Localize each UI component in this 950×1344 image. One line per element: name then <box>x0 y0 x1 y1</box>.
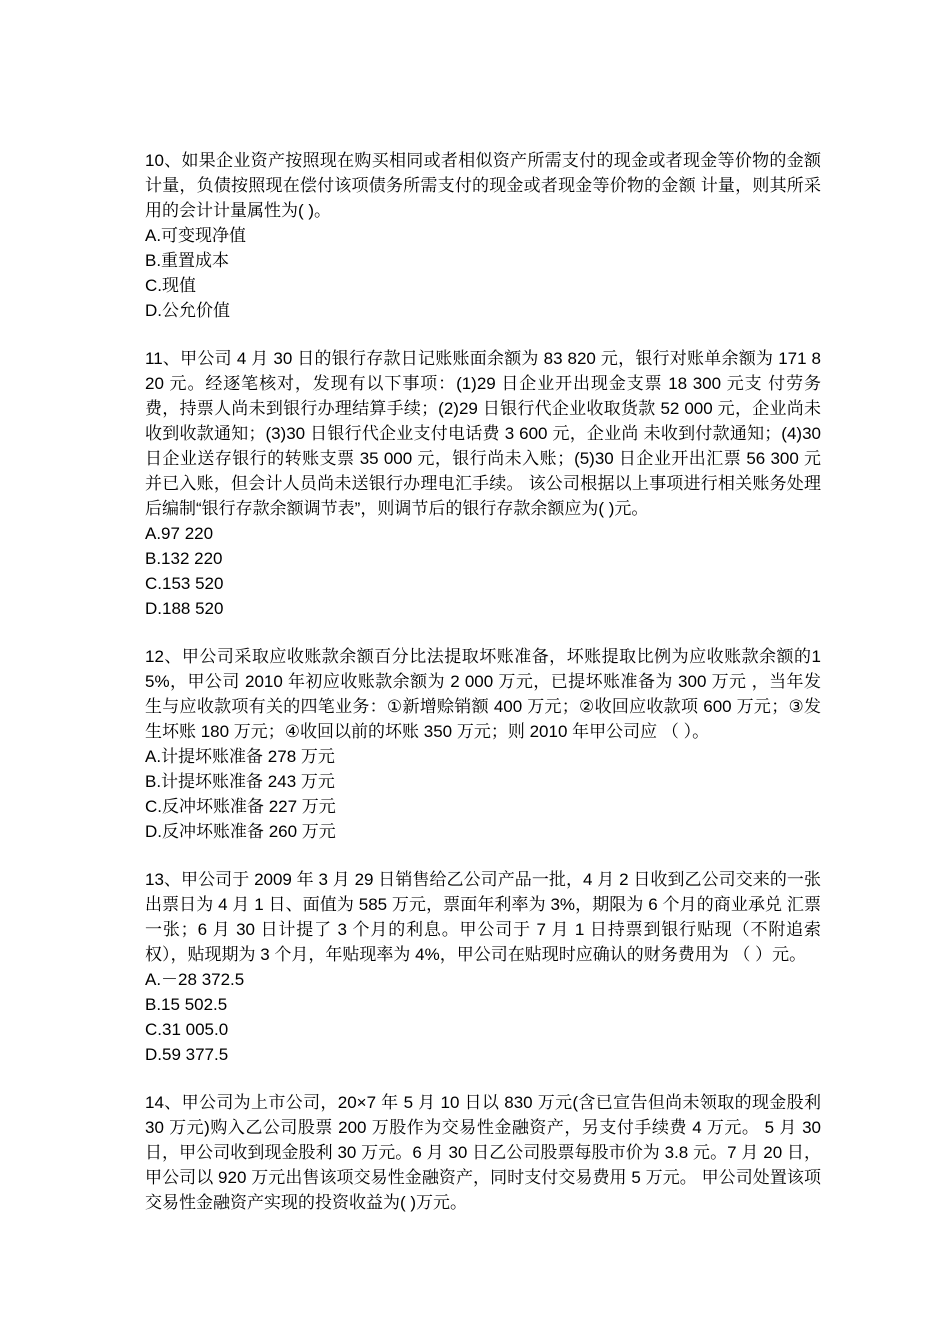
question-block-13 <box>145 867 821 1067</box>
option-12-b: B.计提坏账准备 243 万元 <box>145 772 335 791</box>
option-10-a: A.可变现净值 <box>145 226 247 245</box>
option-10-d: D.公允价值 <box>145 301 230 320</box>
option-13-d: D.59 377.5 <box>145 1045 229 1064</box>
question-stem-14: 14、甲公司为上市公司，20×7 年 5 月 10 日以 830 万元(含已宣告但尚未领取的现金股利 30 万元)购入乙公司股票 200 万股作为交易性金融资产，另支付手续费 4 万元。 5 月 30 日，甲公司收到现金股利 30 万元。6 月 30 日乙公司股票每股市价为 3.8 元。7 月 20 日，甲公司以 920 万元出售该项交易性金融资产，同时支付交易费用 5 万元。 甲公司处置该项交易性金融资产实现的投资收益为( )万元。 <box>145 1093 821 1212</box>
document-page <box>145 148 821 1238</box>
option-11-b: B.132 220 <box>145 549 223 568</box>
option-10-c: C.现值 <box>145 276 196 295</box>
question-block-12 <box>145 644 821 844</box>
option-13-c: C.31 005.0 <box>145 1020 229 1039</box>
option-13-b: B.15 502.5 <box>145 995 228 1014</box>
option-11-d: D.188 520 <box>145 599 224 618</box>
option-11-a: A.97 220 <box>145 524 214 543</box>
option-10-b: B.重置成本 <box>145 251 230 270</box>
option-12-c: C.反冲坏账准备 227 万元 <box>145 797 336 816</box>
option-13-a: A.－28 372.5 <box>145 970 245 989</box>
question-stem-10: 10、如果企业资产按照现在购买相同或者相似资产所需支付的现金或者现金等价物的金额计量，负债按照现在偿付该项债务所需支付的现金或者现金等价物的金额 计量，则其所采用的会计计量属性为( )。 <box>145 151 821 220</box>
question-block-11 <box>145 346 821 621</box>
question-stem-11: 11、甲公司 4 月 30 日的银行存款日记账账面余额为 83 820 元，银行对账单余额为 171 820 元。经逐笔核对，发现有以下事项：(1)29 日企业开出现金支票 18 300 元支 付劳务费，持票人尚未到银行办理结算手续；(2)29 日银行代企业收取货款 52 000 元，企业尚未收到收款通知；(3)30 日银行代企业支付电话费 3 600 元，企业尚 未收到付款通知；(4)30 日企业送存银行的转账支票 35 000 元，银行尚未入账；(5)30 日企业开出汇票 56 300 元并已入账，但会计人员尚未送银行办理电汇手续。 该公司根据以上事项进行相关账务处理后编制“银行存款余额调节表”，则调节后的银行存款余额应为( )元。 <box>145 349 821 518</box>
option-12-a: A.计提坏账准备 278 万元 <box>145 747 335 766</box>
question-stem-13: 13、甲公司于 2009 年 3 月 29 日销售给乙公司产品一批，4 月 2 日收到乙公司交来的一张出票日为 4 月 1 日、面值为 585 万元，票面年利率为 3%，期限为 6 个月的商业承兑 汇票一张；6 月 30 日计提了 3 个月的利息。甲公司于 7 月 1 日持票到银行贴现（不附追索权），贴现期为 3 个月，年贴现率为 4%，甲公司在贴现时应确认的财务费用为 （ ）元。 <box>145 870 821 964</box>
option-12-d: D.反冲坏账准备 260 万元 <box>145 822 336 841</box>
question-block-14 <box>145 1090 821 1215</box>
question-block-10 <box>145 148 821 323</box>
option-11-c: C.153 520 <box>145 574 224 593</box>
question-stem-12: 12、甲公司采取应收账款余额百分比法提取坏账准备，坏账提取比例为应收账款余额的15%，甲公司 2010 年初应收账款余额为 2 000 万元，已提坏账准备为 300 万元 ，当年发生与应收款项有关的四笔业务：①新增赊销额 400 万元；②收回应收款项 600 万元；③发生坏账 180 万元；④收回以前的坏账 350 万元；则 2010 年甲公司应 （ ）。 <box>145 647 821 741</box>
